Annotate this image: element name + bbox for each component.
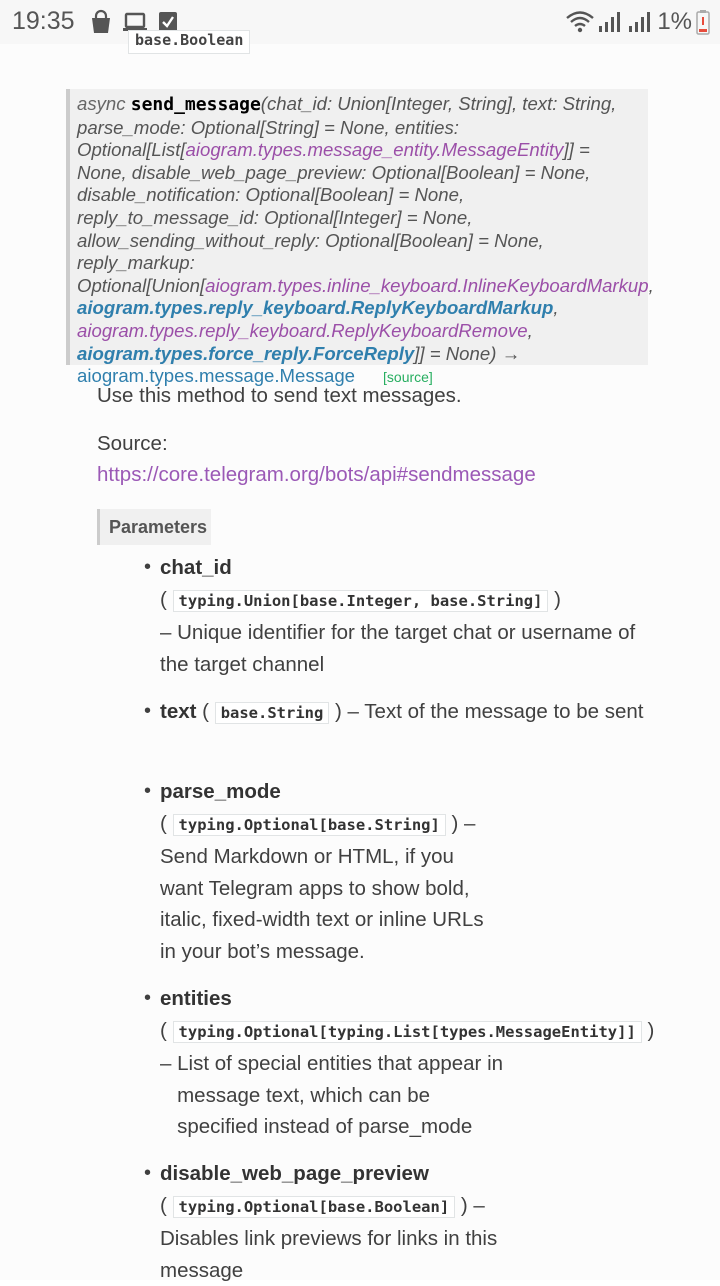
signature-params: ]] = None, disable_web_page_preview: Optional[Boolean] = None, disable_notification: Optional[Boolean] = None, reply_to_message_id: Optional[Integer] = None, allow_sending_without_reply: Optional[Boolean] = None, reply_markup: Optional[Union[ [77,139,591,296]
battery-percent: 1% [657,8,692,35]
method-name: send_message [130,94,261,115]
shopping-bag-icon [90,10,112,34]
signature-keyword: async [77,93,126,114]
param-type: typing.Union[base.Integer, base.String] [173,590,549,612]
signal-icon [597,10,621,34]
signature-params: ]] = None) → [414,342,521,364]
parameter-item: • disable_web_page_preview ( typing.Optional[base.Boolean] ) – Disables link previews for links in this message [140,1158,660,1286]
param-desc: List of special entities that appear in message text, which can be specified instead of parse_mode [177,1052,504,1138]
bullet: • [144,1162,152,1184]
method-signature: async send_message(chat_id: Union[Integer, String], text: String, parse_mode: Optional[String] = None, entities: Optional[List[aiogram.types.message_entity.MessageEntity]] = None, disable_web_page_preview: Optional[Boolean] = None, disable_notification: Optional[Boolean] = None, reply_to_message_id: Optional[Integer] = None, allow_sending_without_reply: Optional[Boolean] = None, reply_markup: Optional[Union[aiogram.types.inline_keyboard.InlineKeyboardMarkup, aiogram.types.reply_keyboard.ReplyKeyboardMarkup, aiogram.types.reply_keyboard.ReplyKeyboardRemove, aiogram.types.force_reply.ForceReply]] = None) → aiogram.types.message.Message [source] [66,89,648,365]
parameter-item: • parse_mode ( typing.Optional[base.String] ) – Send Markdown or HTML, if you want Telegram apps to show bold, italic, fixed-width text or inline URLs in your bot’s message. [140,776,660,967]
param-name: entities [160,987,232,1010]
type-link-reply-keyboard[interactable]: aiogram.types.reply_keyboard.ReplyKeyboardMarkup [77,297,554,319]
param-name: disable_web_page_preview [160,1162,429,1185]
type-link-inline-keyboard[interactable]: aiogram.types.inline_keyboard.InlineKeyboardMarkup [205,274,649,296]
param-type: typing.Optional[base.Boolean] [173,1196,456,1218]
parameters-heading: Parameters [97,509,211,545]
battery-icon [696,9,710,35]
previous-code-snippet: base.Boolean [128,30,250,54]
type-link-force-reply[interactable]: aiogram.types.force_reply.ForceReply [77,342,415,364]
param-desc: Send Markdown or HTML, if you want Telegram apps to show bold, italic, fixed-width text or inline URLs in your bot’s message. [160,845,484,963]
status-bar [0,0,720,44]
bullet: • [144,780,152,802]
status-right [565,6,710,38]
param-name: text [160,700,197,723]
doc-page [0,31,720,1282]
param-type: base.String [215,702,330,724]
source-label: Source: [97,432,168,455]
source-link[interactable]: [source] [383,369,433,386]
parameter-item: • chat_id ( typing.Union[base.Integer, base.String] ) – Unique identifier for the target chat or username of the target channel [140,552,660,680]
signature-params: (chat_id: Union[Integer, String], text: String, parse_mode: Optional[String] = None, entities: Optional[List[ [77,93,617,161]
bullet: • [144,700,152,722]
source-url-link[interactable]: https://core.telegram.org/bots/api#sendmessage [97,463,536,486]
wifi-icon [565,10,595,34]
return-type-link[interactable]: aiogram.types.message.Message [77,365,356,387]
parameter-item: • entities ( typing.Optional[typing.List[types.MessageEntity]] ) – List of special entities that appear in message text, which can be specified instead of parse_mode [140,983,660,1143]
bullet: • [144,556,152,578]
param-name: chat_id [160,556,232,579]
type-link-message-entity[interactable]: aiogram.types.message_entity.MessageEntity [185,139,564,161]
bullet: • [144,987,152,1009]
parameter-item: • text ( base.String ) – Text of the message to be sent [140,696,660,730]
status-time: 19:35 [12,7,75,35]
type-link-reply-keyboard-remove[interactable]: aiogram.types.reply_keyboard.ReplyKeyboardRemove [77,319,528,341]
signal-icon [627,10,651,34]
param-name: parse_mode [160,780,281,803]
param-desc: Unique identifier for the target chat or username of the target channel [160,621,636,676]
param-desc: Text of the message to be sent [364,700,644,723]
param-desc: Disables link previews for links in this message [160,1227,498,1282]
param-type: typing.Optional[typing.List[types.MessageEntity]] [173,1021,642,1043]
param-type: typing.Optional[base.String] [173,814,446,836]
method-description: Use this method to send text messages. [97,384,462,407]
